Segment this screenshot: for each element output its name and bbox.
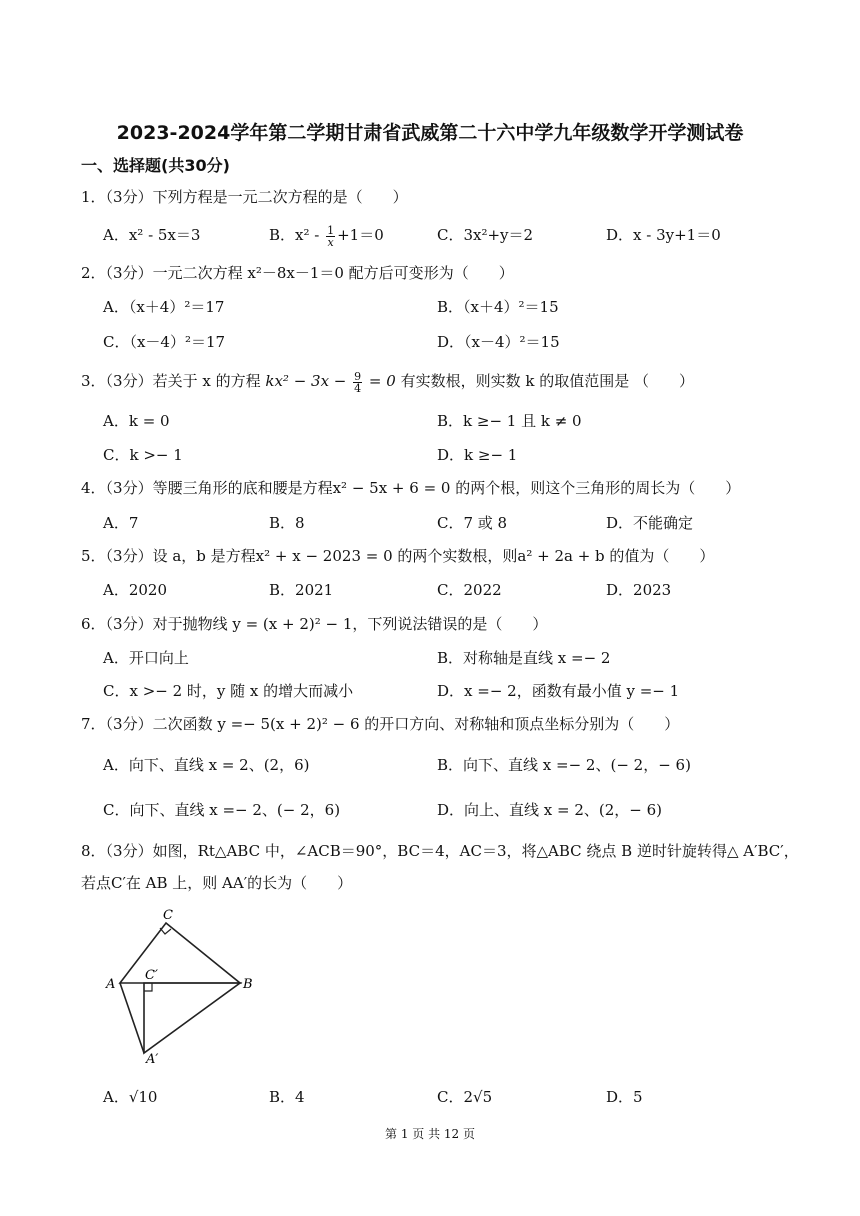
q8-option-a[interactable]: A．√10 [103,1088,158,1106]
question-5-stem: 5．（3分）设 a，b 是方程x² + x − 2023 = 0 的两个实数根，则a² + 2a + b 的值为（ ） [81,547,715,565]
q5-option-d[interactable]: D．2023 [606,581,672,599]
label-a: A [106,977,116,992]
q2-option-b[interactable]: B．（x＋4）²＝15 [437,298,559,316]
q3-option-a[interactable]: A．k = 0 [103,412,170,430]
q8-option-d[interactable]: D．5 [606,1088,643,1106]
q7-option-b[interactable]: B．向下、直线 x =− 2、(− 2，− 6) [437,756,691,774]
q5-option-b[interactable]: B．2021 [269,581,334,599]
q3-option-b[interactable]: B．k ≥− 1 且 k ≠ 0 [437,412,582,430]
q7-option-c[interactable]: C．向下、直线 x =− 2、(− 2，6) [103,801,341,819]
q5-option-c[interactable]: C．2022 [437,581,502,599]
question-4-stem: 4．（3分）等腰三角形的底和腰是方程x² − 5x + 6 = 0 的两个根，则这个三角形的周长为（ ） [81,479,741,497]
q2-option-d[interactable]: D．（x－4）²＝15 [437,333,560,351]
q7-option-d[interactable]: D．向上、直线 x = 2、(2，− 6) [437,801,663,819]
q5-option-a[interactable]: A．2020 [103,581,168,599]
q6-option-b[interactable]: B．对称轴是直线 x =− 2 [437,649,611,667]
label-c: C [163,908,173,923]
q3-option-c[interactable]: C．k >− 1 [103,446,183,464]
q6-option-c[interactable]: C．x >− 2 时，y 随 x 的增大而减小 [103,682,354,700]
q6-option-d[interactable]: D．x =− 2，函数有最小值 y =− 1 [437,682,680,700]
label-a-prime: A′ [146,1052,159,1065]
q7-option-a[interactable]: A．向下、直线 x = 2、(2，6) [103,756,310,774]
page-footer: 第 1 页 共 12 页 [385,1127,475,1141]
label-c-prime: C′ [145,968,158,983]
q4-option-d[interactable]: D．不能确定 [606,514,694,532]
question-8-stem: 8．（3分）如图，Rt△ABC 中，∠ACB＝90°，BC＝4，AC＝3，将△ABC 绕点 B 逆时针旋转得△ A′BC′， [81,842,799,860]
question-6-stem: 6．（3分）对于抛物线 y = (x + 2)² − 1，下列说法错误的是（ ） [81,615,548,633]
q3-option-d[interactable]: D．k ≥− 1 [437,446,518,464]
question-8-stem-line-2: 若点C′在 AB 上，则 AA′的长为（ ） [81,874,353,892]
triangle-rotation-figure [100,905,270,1065]
q1-option-b-head: B．x² - [269,226,325,244]
q1-fraction: $\frac{1}{x}$ [327,223,335,249]
q2-option-c[interactable]: C．（x－4）²＝17 [103,333,226,351]
q1-option-b[interactable] [269,224,384,248]
triangle-a2bc2 [144,983,240,1053]
section-heading: 一、选择题(共30分) [81,156,230,175]
q6-option-a[interactable]: A．开口向上 [103,649,189,667]
q3-fraction: $\frac{9}{4}$ [354,369,362,395]
q4-option-a[interactable]: A．7 [103,514,139,532]
question-7-stem: 7．（3分）二次函数 y =− 5(x + 2)² − 6 的开口方向、对称轴和顶点坐标分别为（ ） [81,715,680,733]
page-title: 2023-2024学年第二学期甘肃省武威第二十六中学九年级数学开学测试卷 [116,122,744,144]
q1-option-a[interactable]: A．x² - 5x＝3 [103,226,201,244]
question-1-stem: 1．（3分）下列方程是一元二次方程的是（ ） [81,188,408,206]
triangle-abc [120,923,240,983]
q8-option-b[interactable]: B．4 [269,1088,305,1106]
question-3-stem: 3．（3分）若关于 x 的方程 kx² − 3x − $\frac{9}{4}$ = 0 有实数根，则实数 k 的取值范围是 （ ） [81,369,694,395]
label-b: B [243,977,253,992]
right-angle-c2 [144,983,152,991]
segment-aa2 [120,983,144,1053]
question-2-stem: 2．（3分）一元二次方程 x²－8x－1＝0 配方后可变形为（ ） [81,264,514,282]
q8-option-c[interactable]: C．2√5 [437,1088,493,1106]
q2-option-a[interactable]: A．（x＋4）²＝17 [103,298,225,316]
q4-option-b[interactable]: B．8 [269,514,305,532]
q1-option-c[interactable]: C．3x²+y＝2 [437,226,534,244]
q1-option-b-tail: +1＝0 [337,226,384,244]
q4-option-c[interactable]: C．7 或 8 [437,514,508,532]
q1-option-d[interactable]: D．x - 3y+1＝0 [606,226,721,244]
